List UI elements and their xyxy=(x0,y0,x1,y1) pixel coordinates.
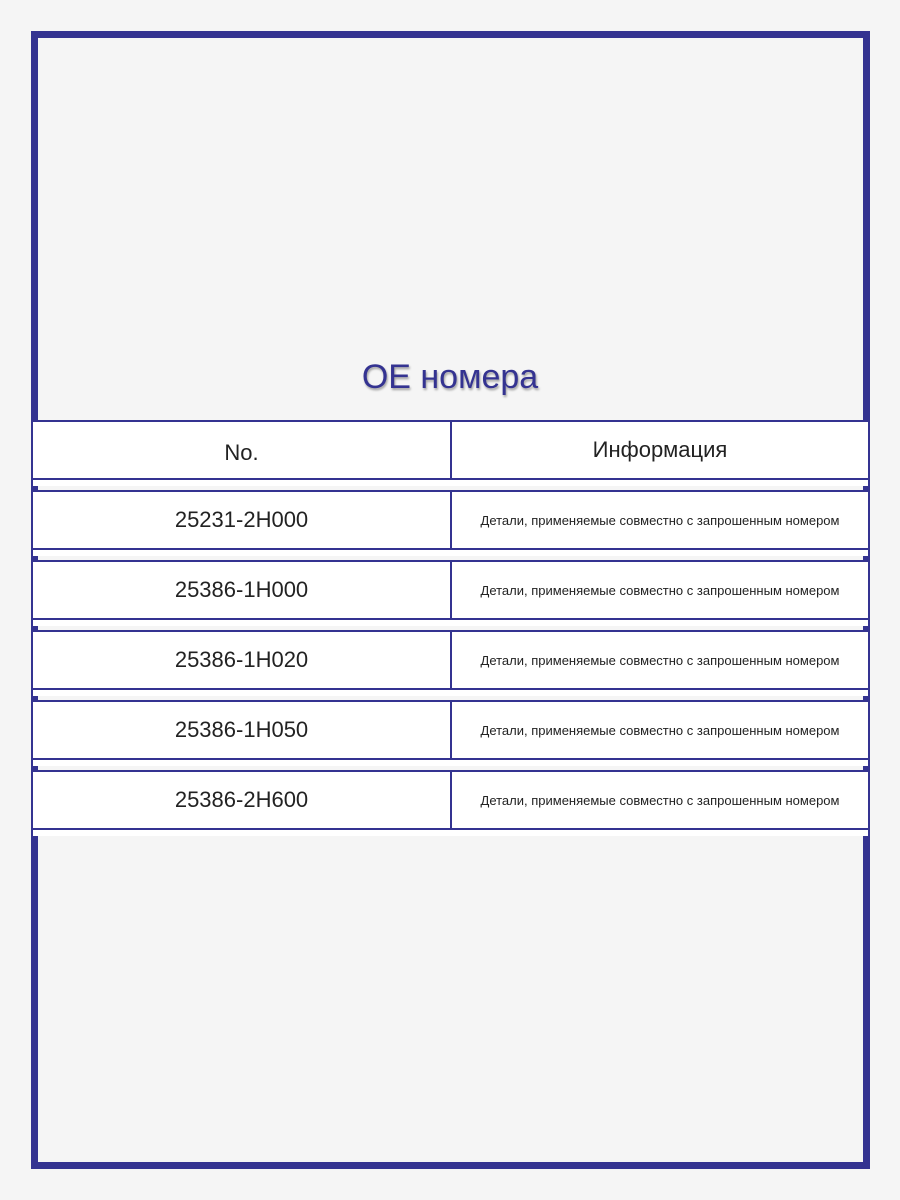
table-row[interactable] xyxy=(31,560,870,620)
row-info: Детали, применяемые совместно с запрошенным номером xyxy=(480,582,840,598)
table-row[interactable] xyxy=(31,490,870,550)
oe-number[interactable]: 25386-1H050 xyxy=(33,702,452,758)
row-info: Детали, применяемые совместно с запрошенным номером xyxy=(480,792,840,808)
oe-number[interactable]: 25231-2H000 xyxy=(33,492,452,548)
column-header-no: No. xyxy=(33,422,452,478)
table-row[interactable] xyxy=(31,630,870,690)
column-header-info: Информация xyxy=(592,437,728,462)
row-info: Детали, применяемые совместно с запрошенным номером xyxy=(480,512,840,528)
table-row[interactable] xyxy=(31,770,870,830)
row-info: Детали, применяемые совместно с запрошенным номером xyxy=(480,652,840,668)
page-title: OE номера xyxy=(361,358,539,396)
row-info: Детали, применяемые совместно с запрошенным номером xyxy=(480,722,840,738)
table-row[interactable] xyxy=(31,700,870,760)
table-header xyxy=(31,420,870,480)
oe-number[interactable]: 25386-1H020 xyxy=(33,632,452,688)
oe-number[interactable]: 25386-1H000 xyxy=(33,562,452,618)
oe-number[interactable]: 25386-2H600 xyxy=(33,772,452,828)
